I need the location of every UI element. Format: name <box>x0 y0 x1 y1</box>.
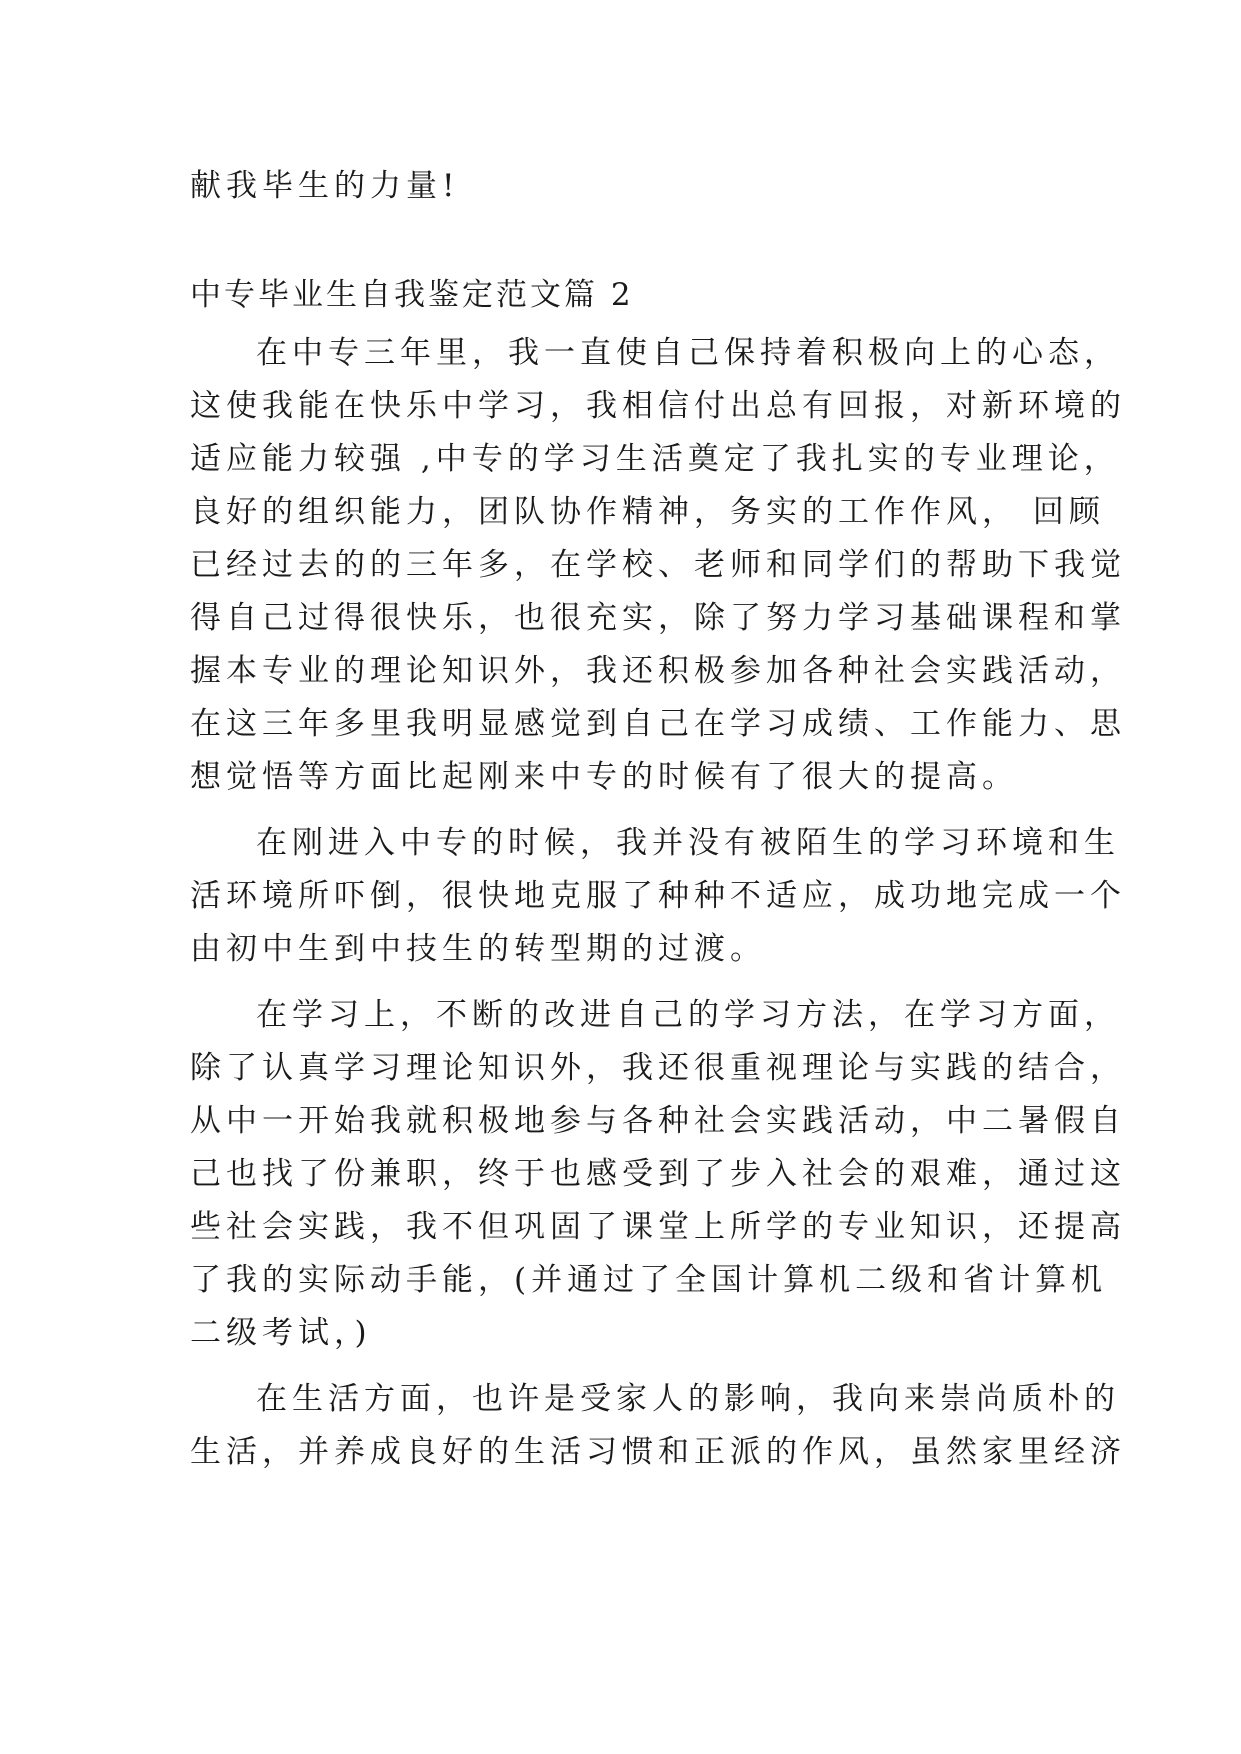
paragraph-line: 想觉悟等方面比起刚来中专的时候有了很大的提高。 <box>190 759 1018 795</box>
paragraph-line: 在中专三年里，我一直使自己保持着积极向上的心态， <box>256 335 1120 371</box>
paragraph-line: 已经过去的的三年多，在学校、老师和同学们的帮助下我觉 <box>190 547 1126 583</box>
paragraph-line: 得自己过得很快乐，也很充实，除了努力学习基础课程和掌 <box>190 600 1126 636</box>
paragraph-line: 在刚进入中专的时候，我并没有被陌生的学习环境和生 <box>256 825 1120 861</box>
paragraph-line: 在学习上，不断的改进自己的学习方法，在学习方面， <box>256 997 1120 1033</box>
paragraph-line: 在这三年多里我明显感觉到自己在学习成绩、工作能力、思 <box>190 706 1126 742</box>
paragraph-line: 了我的实际动手能，(并通过了全国计算机二级和省计算机 <box>190 1262 1108 1298</box>
paragraph-line: 由初中生到中技生的转型期的过渡。 <box>190 931 766 967</box>
paragraph-line: 从中一开始我就积极地参与各种社会实践活动，中二暑假自 <box>190 1103 1126 1139</box>
paragraph-line: 良好的组织能力，团队协作精神，务实的工作作风， 回顾 <box>190 494 1105 530</box>
closing-line: 献我毕生的力量! <box>190 168 460 204</box>
paragraph-line: 生活，并养成良好的生活习惯和正派的作风，虽然家里经济 <box>190 1434 1126 1470</box>
paragraph-line: 己也找了份兼职，终于也感受到了步入社会的艰难，通过这 <box>190 1156 1126 1192</box>
paragraph-line: 二级考试，) <box>190 1315 372 1351</box>
paragraph-line: 除了认真学习理论知识外，我还很重视理论与实践的结合， <box>190 1050 1126 1086</box>
paragraph-line: 这使我能在快乐中学习，我相信付出总有回报，对新环境的 <box>190 388 1126 424</box>
paragraph-line: 握本专业的理论知识外，我还积极参加各种社会实践活动， <box>190 653 1126 689</box>
paragraph-line: 在生活方面，也许是受家人的影响，我向来崇尚质朴的 <box>256 1381 1120 1417</box>
paragraph-line: 活环境所吓倒，很快地克服了种种不适应，成功地完成一个 <box>190 878 1126 914</box>
paragraph-line: 适应能力较强 ,中专的学习生活奠定了我扎实的专业理论， <box>190 441 1120 477</box>
section-title: 中专毕业生自我鉴定范文篇 2 <box>190 277 634 313</box>
paragraph-line: 些社会实践，我不但巩固了课堂上所学的专业知识，还提高 <box>190 1209 1126 1245</box>
